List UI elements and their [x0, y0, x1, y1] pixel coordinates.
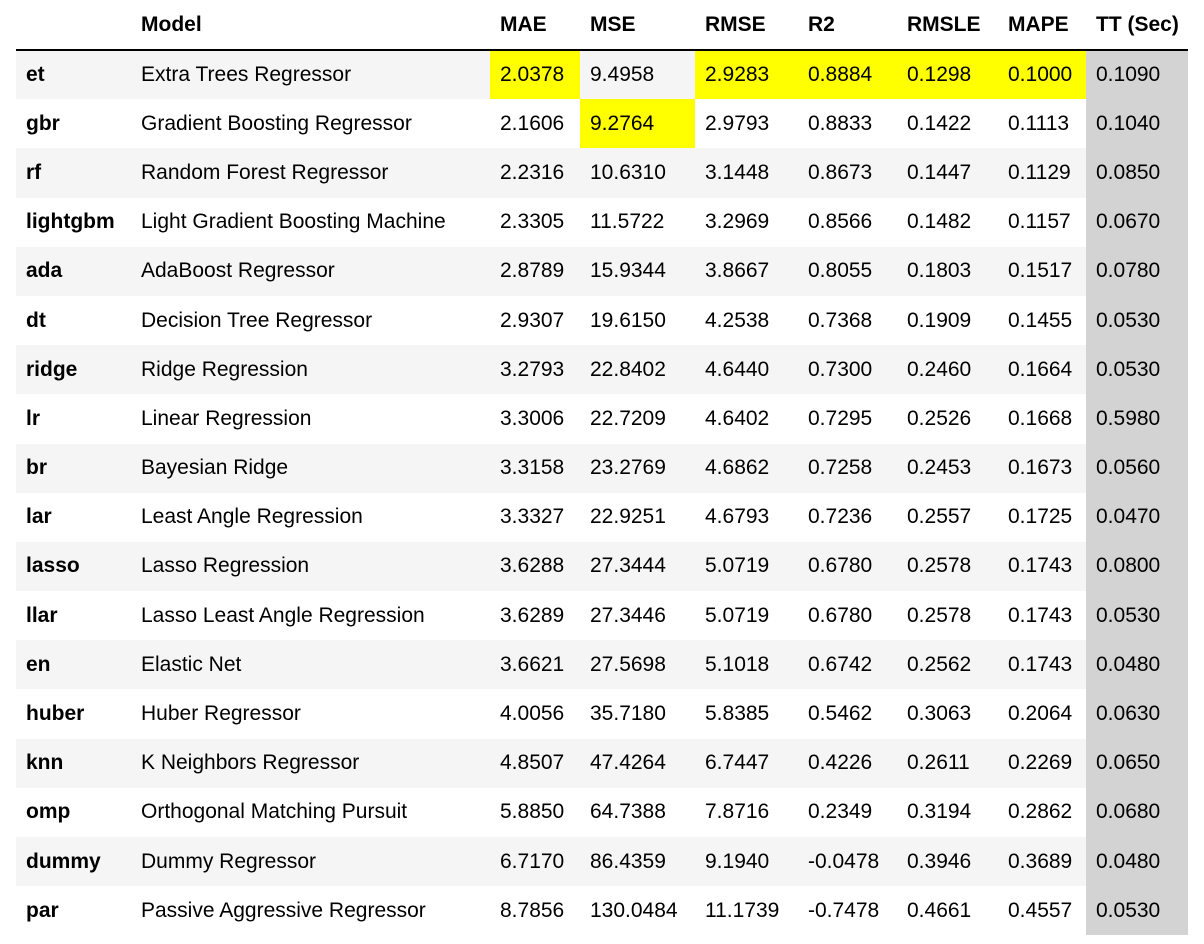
mse-cell: 64.7388 [580, 788, 695, 837]
header-rmsle: RMSLE [897, 0, 998, 50]
mse-cell: 47.4264 [580, 739, 695, 788]
mape-cell: 0.1157 [998, 198, 1086, 247]
mae-cell: 2.1606 [490, 99, 580, 148]
rmsle-cell: 0.2611 [897, 739, 998, 788]
tt-sec-cell: 0.0530 [1086, 886, 1188, 935]
tt-sec-cell: 0.0650 [1086, 739, 1188, 788]
model-id-cell: rf [16, 148, 131, 197]
rmse-cell: 4.6862 [695, 444, 798, 493]
table-row [16, 689, 1188, 738]
model-id-cell: knn [16, 739, 131, 788]
table-row [16, 345, 1188, 394]
rmse-cell: 5.0719 [695, 591, 798, 640]
tt-sec-cell: 0.0530 [1086, 591, 1188, 640]
mae-cell: 3.6288 [490, 542, 580, 591]
header-rmse: RMSE [695, 0, 798, 50]
table-row [16, 886, 1188, 935]
r2-cell: 0.8673 [798, 148, 897, 197]
table-row [16, 542, 1188, 591]
mape-cell: 0.1000 [998, 50, 1086, 99]
model-id-cell: dummy [16, 837, 131, 886]
mae-cell: 3.6621 [490, 640, 580, 689]
rmsle-cell: 0.1482 [897, 198, 998, 247]
r2-cell: 0.7258 [798, 444, 897, 493]
model-id-cell: ada [16, 247, 131, 296]
model-name-cell: Lasso Regression [131, 542, 490, 591]
tt-sec-cell: 0.0530 [1086, 296, 1188, 345]
model-name-cell: Gradient Boosting Regressor [131, 99, 490, 148]
mse-cell: 27.3444 [580, 542, 695, 591]
rmsle-cell: 0.2557 [897, 493, 998, 542]
mape-cell: 0.1455 [998, 296, 1086, 345]
table-row [16, 837, 1188, 886]
table-row [16, 591, 1188, 640]
model-id-cell: llar [16, 591, 131, 640]
rmse-cell: 2.9793 [695, 99, 798, 148]
rmsle-cell: 0.3063 [897, 689, 998, 738]
rmse-cell: 5.8385 [695, 689, 798, 738]
mae-cell: 3.3006 [490, 394, 580, 443]
r2-cell: 0.7368 [798, 296, 897, 345]
mae-cell: 6.7170 [490, 837, 580, 886]
mape-cell: 0.1664 [998, 345, 1086, 394]
mse-cell: 9.2764 [580, 99, 695, 148]
table-row [16, 148, 1188, 197]
r2-cell: 0.2349 [798, 788, 897, 837]
model-id-cell: par [16, 886, 131, 935]
mse-cell: 35.7180 [580, 689, 695, 738]
rmse-cell: 11.1739 [695, 886, 798, 935]
mape-cell: 0.4557 [998, 886, 1086, 935]
rmsle-cell: 0.1422 [897, 99, 998, 148]
tt-sec-cell: 0.0480 [1086, 640, 1188, 689]
rmse-cell: 4.6793 [695, 493, 798, 542]
model-name-cell: Elastic Net [131, 640, 490, 689]
model-name-cell: Bayesian Ridge [131, 444, 490, 493]
model-id-cell: lightgbm [16, 198, 131, 247]
mape-cell: 0.1517 [998, 247, 1086, 296]
rmsle-cell: 0.2578 [897, 542, 998, 591]
tt-sec-cell: 0.0560 [1086, 444, 1188, 493]
table-row [16, 198, 1188, 247]
table-row [16, 50, 1188, 99]
r2-cell: 0.7295 [798, 394, 897, 443]
rmse-cell: 3.1448 [695, 148, 798, 197]
mse-cell: 9.4958 [580, 50, 695, 99]
mae-cell: 5.8850 [490, 788, 580, 837]
mape-cell: 0.1673 [998, 444, 1086, 493]
r2-cell: 0.7236 [798, 493, 897, 542]
mse-cell: 23.2769 [580, 444, 695, 493]
rmsle-cell: 0.1447 [897, 148, 998, 197]
mape-cell: 0.1113 [998, 99, 1086, 148]
mae-cell: 2.8789 [490, 247, 580, 296]
r2-cell: 0.8055 [798, 247, 897, 296]
model-id-cell: huber [16, 689, 131, 738]
header-index [16, 0, 131, 50]
rmsle-cell: 0.1909 [897, 296, 998, 345]
mape-cell: 0.3689 [998, 837, 1086, 886]
rmsle-cell: 0.2578 [897, 591, 998, 640]
model-name-cell: Least Angle Regression [131, 493, 490, 542]
model-id-cell: et [16, 50, 131, 99]
table-row [16, 640, 1188, 689]
mse-cell: 86.4359 [580, 837, 695, 886]
model-name-cell: Huber Regressor [131, 689, 490, 738]
rmsle-cell: 0.1803 [897, 247, 998, 296]
model-id-cell: omp [16, 788, 131, 837]
tt-sec-cell: 0.0780 [1086, 247, 1188, 296]
table-row [16, 739, 1188, 788]
model-id-cell: gbr [16, 99, 131, 148]
r2-cell: 0.6780 [798, 591, 897, 640]
r2-cell: 0.5462 [798, 689, 897, 738]
mae-cell: 2.3305 [490, 198, 580, 247]
mse-cell: 27.5698 [580, 640, 695, 689]
model-name-cell: K Neighbors Regressor [131, 739, 490, 788]
rmse-cell: 4.2538 [695, 296, 798, 345]
mae-cell: 2.9307 [490, 296, 580, 345]
mape-cell: 0.1129 [998, 148, 1086, 197]
mae-cell: 4.8507 [490, 739, 580, 788]
rmsle-cell: 0.3946 [897, 837, 998, 886]
mse-cell: 10.6310 [580, 148, 695, 197]
rmse-cell: 6.7447 [695, 739, 798, 788]
rmse-cell: 2.9283 [695, 50, 798, 99]
mse-cell: 11.5722 [580, 198, 695, 247]
tt-sec-cell: 0.0850 [1086, 148, 1188, 197]
mse-cell: 27.3446 [580, 591, 695, 640]
model-name-cell: AdaBoost Regressor [131, 247, 490, 296]
mape-cell: 0.1743 [998, 542, 1086, 591]
mape-cell: 0.1668 [998, 394, 1086, 443]
mse-cell: 19.6150 [580, 296, 695, 345]
r2-cell: 0.6742 [798, 640, 897, 689]
r2-cell: 0.6780 [798, 542, 897, 591]
header-row [16, 0, 1188, 50]
tt-sec-cell: 0.0670 [1086, 198, 1188, 247]
table-row [16, 788, 1188, 837]
model-name-cell: Random Forest Regressor [131, 148, 490, 197]
rmsle-cell: 0.3194 [897, 788, 998, 837]
model-name-cell: Dummy Regressor [131, 837, 490, 886]
mape-cell: 0.2064 [998, 689, 1086, 738]
tt-sec-cell: 0.1090 [1086, 50, 1188, 99]
tt-sec-cell: 0.0800 [1086, 542, 1188, 591]
mape-cell: 0.2269 [998, 739, 1086, 788]
rmse-cell: 7.8716 [695, 788, 798, 837]
mse-cell: 22.7209 [580, 394, 695, 443]
table-row [16, 394, 1188, 443]
tt-sec-cell: 0.0480 [1086, 837, 1188, 886]
rmse-cell: 5.0719 [695, 542, 798, 591]
tt-sec-cell: 0.0530 [1086, 345, 1188, 394]
table-row [16, 296, 1188, 345]
model-id-cell: lar [16, 493, 131, 542]
r2-cell: 0.8566 [798, 198, 897, 247]
header-mape: MAPE [998, 0, 1086, 50]
table-body [16, 50, 1188, 935]
mape-cell: 0.1725 [998, 493, 1086, 542]
r2-cell: 0.8833 [798, 99, 897, 148]
model-comparison-table [16, 0, 1188, 935]
rmsle-cell: 0.2460 [897, 345, 998, 394]
header-r2: R2 [798, 0, 897, 50]
tt-sec-cell: 0.1040 [1086, 99, 1188, 148]
mape-cell: 0.1743 [998, 591, 1086, 640]
header-mae: MAE [490, 0, 580, 50]
header-tt-sec: TT (Sec) [1086, 0, 1188, 50]
model-name-cell: Lasso Least Angle Regression [131, 591, 490, 640]
rmse-cell: 3.8667 [695, 247, 798, 296]
mse-cell: 15.9344 [580, 247, 695, 296]
rmse-cell: 4.6440 [695, 345, 798, 394]
r2-cell: 0.8884 [798, 50, 897, 99]
table-row [16, 99, 1188, 148]
tt-sec-cell: 0.0680 [1086, 788, 1188, 837]
model-name-cell: Decision Tree Regressor [131, 296, 490, 345]
rmse-cell: 5.1018 [695, 640, 798, 689]
table-row [16, 247, 1188, 296]
mae-cell: 8.7856 [490, 886, 580, 935]
mae-cell: 3.3158 [490, 444, 580, 493]
mse-cell: 130.0484 [580, 886, 695, 935]
mae-cell: 4.0056 [490, 689, 580, 738]
mape-cell: 0.2862 [998, 788, 1086, 837]
r2-cell: -0.0478 [798, 837, 897, 886]
r2-cell: -0.7478 [798, 886, 897, 935]
model-name-cell: Orthogonal Matching Pursuit [131, 788, 490, 837]
rmsle-cell: 0.2562 [897, 640, 998, 689]
mse-cell: 22.8402 [580, 345, 695, 394]
rmse-cell: 3.2969 [695, 198, 798, 247]
model-id-cell: br [16, 444, 131, 493]
model-name-cell: Extra Trees Regressor [131, 50, 490, 99]
mape-cell: 0.1743 [998, 640, 1086, 689]
tt-sec-cell: 0.5980 [1086, 394, 1188, 443]
model-id-cell: lasso [16, 542, 131, 591]
table-row [16, 444, 1188, 493]
mae-cell: 2.0378 [490, 50, 580, 99]
model-name-cell: Ridge Regression [131, 345, 490, 394]
tt-sec-cell: 0.0630 [1086, 689, 1188, 738]
model-id-cell: dt [16, 296, 131, 345]
header-model: Model [131, 0, 490, 50]
mae-cell: 2.2316 [490, 148, 580, 197]
mae-cell: 3.2793 [490, 345, 580, 394]
model-name-cell: Light Gradient Boosting Machine [131, 198, 490, 247]
rmse-cell: 9.1940 [695, 837, 798, 886]
rmsle-cell: 0.1298 [897, 50, 998, 99]
header-mse: MSE [580, 0, 695, 50]
rmsle-cell: 0.4661 [897, 886, 998, 935]
tt-sec-cell: 0.0470 [1086, 493, 1188, 542]
model-id-cell: ridge [16, 345, 131, 394]
model-id-cell: lr [16, 394, 131, 443]
mse-cell: 22.9251 [580, 493, 695, 542]
table-row [16, 493, 1188, 542]
model-name-cell: Passive Aggressive Regressor [131, 886, 490, 935]
mae-cell: 3.6289 [490, 591, 580, 640]
mae-cell: 3.3327 [490, 493, 580, 542]
rmse-cell: 4.6402 [695, 394, 798, 443]
model-id-cell: en [16, 640, 131, 689]
model-name-cell: Linear Regression [131, 394, 490, 443]
rmsle-cell: 0.2453 [897, 444, 998, 493]
r2-cell: 0.4226 [798, 739, 897, 788]
r2-cell: 0.7300 [798, 345, 897, 394]
rmsle-cell: 0.2526 [897, 394, 998, 443]
